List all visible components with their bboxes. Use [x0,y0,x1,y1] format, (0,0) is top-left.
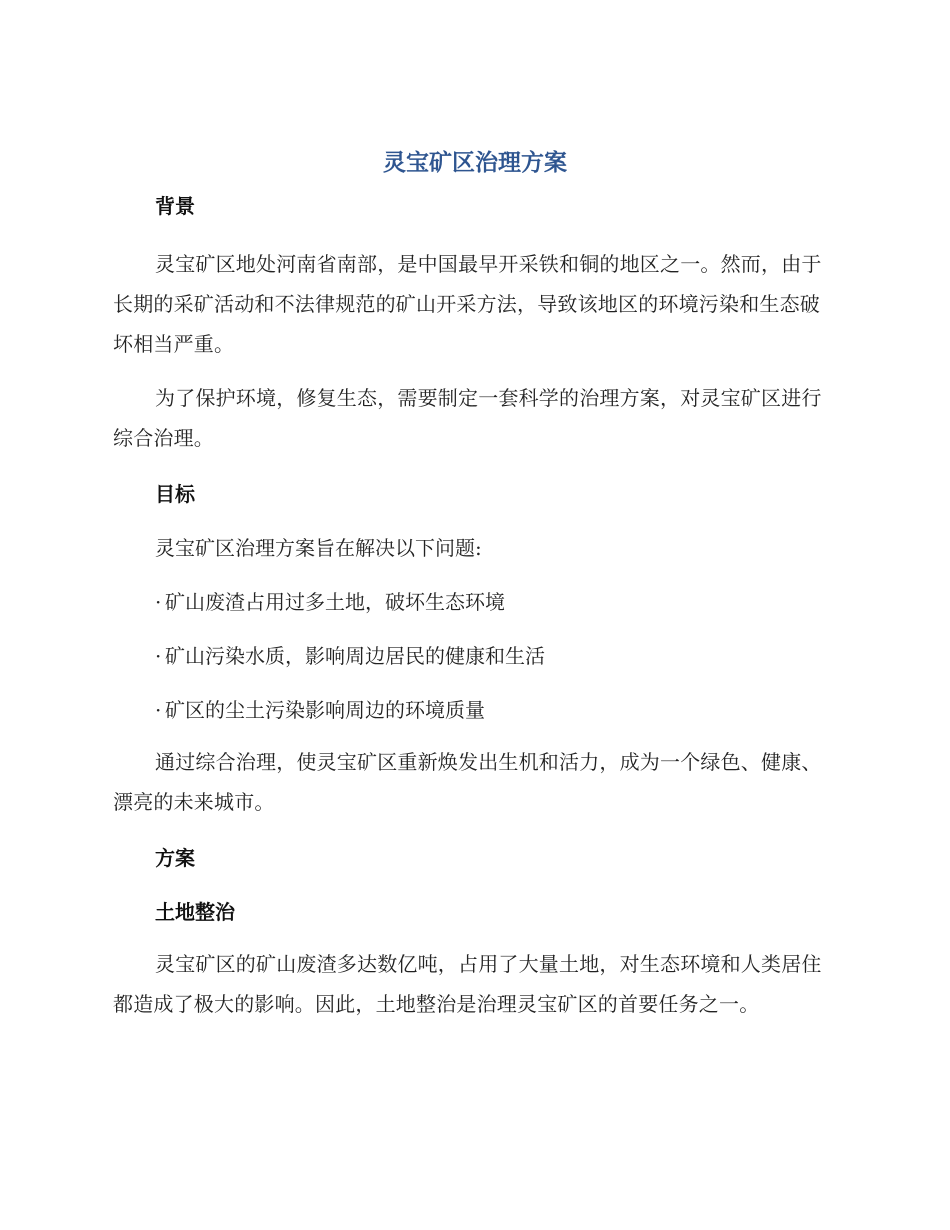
goal-list-item [113,586,833,618]
background-paragraph-1: 灵宝矿区地处河南省南部，是中国最早开采铁和铜的地区之一。然而，由于长期的采矿活动和不法律规范的矿山开采方法，导致该地区的环境污染和生态破坏相当严重。 [113,252,822,356]
section-heading-goals: 目标 [155,482,195,506]
subsection-heading-land: 土地整治 [155,900,235,924]
bullet-marker: · [155,590,162,614]
goal-item-text: 矿山污染水质，影响周边居民的健康和生活 [165,644,545,668]
section-heading-plan: 方案 [155,846,195,870]
goals-intro [113,532,833,564]
section-heading-background: 背景 [155,194,195,218]
goal-list-item [113,694,833,726]
goals-conclusion: 通过综合治理，使灵宝矿区重新焕发出生机和活力，成为一个绿色、健康、漂亮的未来城市。 [113,750,822,814]
goals-intro-text: 灵宝矿区治理方案旨在解决以下问题: [155,536,482,560]
document-body [113,190,833,1038]
background-paragraph-2: 为了保护环境，修复生态，需要制定一套科学的治理方案，对灵宝矿区进行综合治理。 [113,386,822,450]
land-paragraph: 灵宝矿区的矿山废渣多达数亿吨，占用了大量土地，对生态环境和人类居住都造成了极大的影响。因此，土地整治是治理灵宝矿区的首要任务之一。 [113,952,822,1016]
bullet-marker: · [155,698,162,722]
goal-item-text: 矿区的尘土污染影响周边的环境质量 [165,698,485,722]
goal-list-item [113,640,833,672]
document-title: 灵宝矿区治理方案 [383,150,567,176]
bullet-marker: · [155,644,162,668]
goal-item-text: 矿山废渣占用过多土地，破坏生态环境 [165,590,505,614]
